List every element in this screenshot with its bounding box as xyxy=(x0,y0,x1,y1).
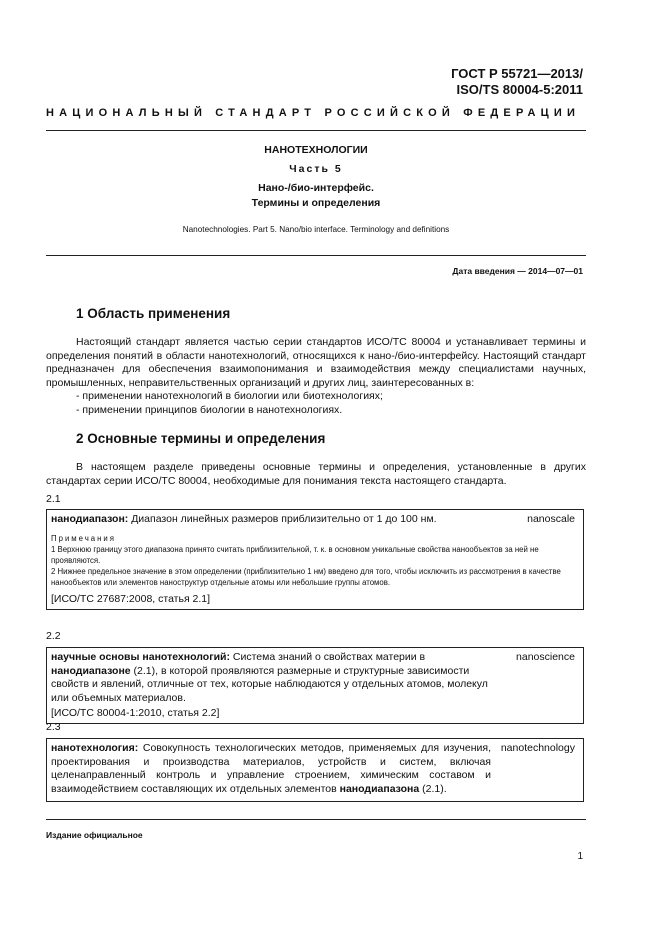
section-1-heading: 1 Область применения xyxy=(76,306,231,321)
title-english: Nanotechnologies. Part 5. Nano/bio interface. Terminology and definitions xyxy=(182,225,450,234)
term-definition-text: Совокупность технологических методов, применяемых для изучения, проектирования и производства материалов, устройств и систем, включая целенаправленный контроль и управление строением, химическим составом и взаимодействием составляющих их отдельных элементов xyxy=(51,742,491,795)
term-reference: нанодиапазона xyxy=(339,782,420,795)
term-box-nanoscale xyxy=(46,509,584,610)
document-number-iso: ISO/TS 80004-5:2011 xyxy=(456,82,583,97)
term-box-nanotechnology xyxy=(46,738,584,802)
introduction-date: Дата введения — 2014—07—01 xyxy=(452,266,583,276)
notes-label: Примечания xyxy=(51,533,117,543)
section-1-paragraph: Настоящий стандарт является частью серии стандартов ИСО/ТС 80004 и устанавливает термины и определения понятий в области нанотехнологий, относящихся к нано-/био-интерфейсу. Настоящий стандарт предназначен для обеспечения взаимопонимания и взаимодействия между специалистами научных, промышленных, неправительственных организаций и других лиц, заинтересованных в: xyxy=(46,336,586,389)
title-rule xyxy=(46,255,586,256)
term-number: 2.1 xyxy=(46,493,61,505)
term-definition-text: (2.1). xyxy=(419,782,447,795)
term-definition-text: (2.1), в которой проявляются размерные и структурные зависимости свойств и явлений, отличные от тех, которые наблюдаются у отдельных атомов, молекул или объемных материалов. xyxy=(51,664,488,704)
section-1-list-item: - применении нанотехнологий в биологии или биотехнологиях; xyxy=(76,390,383,402)
term-reference: нанодиапазоне xyxy=(51,664,131,677)
title-subtitle-1: Нано-/био-интерфейс. xyxy=(258,182,374,194)
document-number xyxy=(451,66,583,98)
page-number: 1 xyxy=(577,851,583,862)
term-definition xyxy=(47,510,583,529)
term-name: нанотехнология: xyxy=(51,742,139,754)
note-2: 2 Нижнее предельное значение в этом определении (приблизительно 1 нм) введено для того, чтобы исключить из рассмотрения в качестве нанообъектов или элементов наноструктур отдельные атомы или небольшие группы атомов. xyxy=(51,566,561,587)
term-definition-text: Диапазон линейных размеров приблизительно от 1 до 100 нм. xyxy=(128,513,437,525)
title-main: НАНОТЕХНОЛОГИИ xyxy=(264,144,368,156)
term-source: [ИСО/ТС 80004-1:2010, статья 2.2] xyxy=(51,707,220,719)
edition-label: Издание официальное xyxy=(46,830,143,840)
national-standard-banner: НАЦИОНАЛЬНЫЙ СТАНДАРТ РОССИЙСКОЙ ФЕДЕРАЦИИ xyxy=(46,107,581,119)
section-2-body xyxy=(46,461,586,488)
section-2-paragraph: В настоящем разделе приведены основные термины и определения, установленные в других стандартах серии ИСО/ТС 80004, необходимые для понимания текста настоящего стандарта. xyxy=(46,461,586,487)
note-1: 1 Верхнюю границу этого диапазона принято считать приблизительной, т. к. в основном уникальные свойства нанообъектов за ней не проявляются. xyxy=(51,544,539,565)
term-english: nanoscience xyxy=(516,651,575,663)
title-subtitle-2: Термины и определения xyxy=(251,197,381,209)
section-1-body xyxy=(46,336,586,417)
section-1-list-item: - применении принципов биологии в нанотехнологиях. xyxy=(76,403,343,416)
header-rule xyxy=(46,130,586,131)
term-notes xyxy=(47,529,583,588)
document-number-gost: ГОСТ Р 55721—2013/ xyxy=(451,66,583,81)
term-source: [ИСО/ТС 27687:2008, статья 2.1] xyxy=(51,592,211,605)
term-box-nanoscience xyxy=(46,647,584,724)
term-english: nanotechnology xyxy=(500,742,575,754)
footer-rule xyxy=(46,819,586,820)
term-english: nanoscale xyxy=(527,513,575,525)
term-definition xyxy=(47,648,583,707)
term-number: 2.2 xyxy=(46,630,61,642)
term-definition xyxy=(47,739,583,801)
title-part: Часть 5 xyxy=(289,163,343,175)
section-2-heading: 2 Основные термины и определения xyxy=(76,431,326,446)
term-name: научные основы нанотехнологий: xyxy=(51,651,230,663)
term-name: нанодиапазон: xyxy=(51,513,129,525)
term-definition-text: Система знаний о свойствах материи в xyxy=(229,651,426,663)
term-number: 2.3 xyxy=(46,721,61,733)
